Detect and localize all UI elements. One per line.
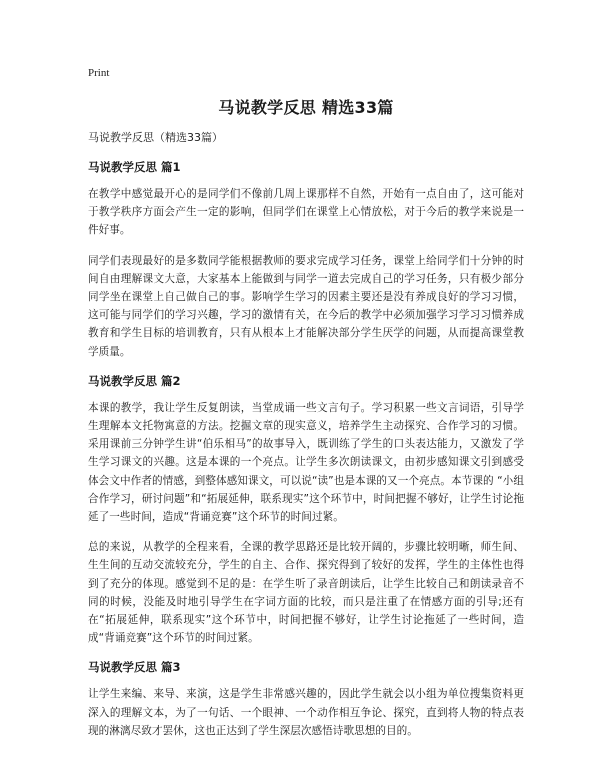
section-1 [88,159,524,361]
document-page [88,66,524,752]
section-3 [88,659,524,740]
print-label: Print [88,67,110,79]
paragraph: 在教学中感觉最开心的是同学们不像前几周上课那样不自然，开始有一点自由了，这可能对于教学秩序方面会产生一定的影响，但同学们在课堂上心情放松，对于今后的教学来说是一件好事。 [88,188,524,237]
page-subtitle: 马说教学反思（精选33篇） [88,131,223,144]
paragraph: 让学生来编、来导、来演，这是学生非常感兴趣的，因此学生就会以小组为单位搜集资料更深入的理解文本，为了一句话、一个眼神、一个动作相互争论、探究，直到将人物的特点表现的淋漓尽致才罢休，这也正达到了学生深层次感悟诗歌思想的目的。 [88,688,524,737]
paragraph: 总的来说，从教学的全程来看，全课的教学思路还是比较开阔的，步骤比较明晰，师生间、生生间的互动交流较充分，学生的自主、合作、探究得到了较好的发挥，学生的主体性也得到了充分的体现。感觉到不足的是：在学生听了录音朗读后，让学生比较自己和朗读录音不同的时候，没能及时地引导学生在字词方面的比较，而只是注重了在情感方面的引导;还有在“拓展延伸，联系现实”这个环节中，时间把握不够好，让学生讨论拖延了一些时间，造成“背诵竞赛”这个环节的时间过紧。 [88,541,524,645]
page-title: 马说教学反思 精选33篇 [218,98,394,117]
section-2 [88,373,524,648]
paragraph: 本课的教学，我让学生反复朗读，当堂成诵一些文言句子。学习积累一些文言词语，引导学生理解本文托物寓意的方法。挖掘文章的现实意义，培养学生主动探究、合作学习的习惯。采用课前三分钟学生讲“伯乐相马”的故事导入，既训练了学生的口头表达能力，又激发了学生学习课文的兴趣。这是本课的一个亮点。让学生多次朗读课文，由初步感知课文引到感受体会文中作者的情感，到整体感知课文，可以说“读”也是本课的又一个亮点。本节课的 “小组合作学习，研讨问题”和“拓展延伸，联系现实”这个环节中，时间把握不够好，让学生讨论拖延了一些时间，造成“背诵竞赛”这个环节的时间过紧。 [88,401,524,524]
paragraph: 同学们表现最好的是多数同学能根据教师的要求完成学习任务，课堂上给同学们十分钟的时间自由理解课文大意，大家基本上能做到与同学一道去完成自己的学习任务，只有极少部分同学坐在课堂上自己做自己的事。影响学生学习的因素主要还是没有养成良好的学习习惯，这可能与同学们的学习兴趣，学习的激情有关，在今后的教学中必须加强学习学习习惯养成教育和学生目标的培训教育，只有从根本上才能解决部分学生厌学的问题，从而提高课堂教学质量。 [88,254,524,358]
section-heading: 马说教学反思 篇3 [88,660,181,675]
section-heading: 马说教学反思 篇2 [88,373,181,388]
section-heading: 马说教学反思 篇1 [88,160,181,174]
